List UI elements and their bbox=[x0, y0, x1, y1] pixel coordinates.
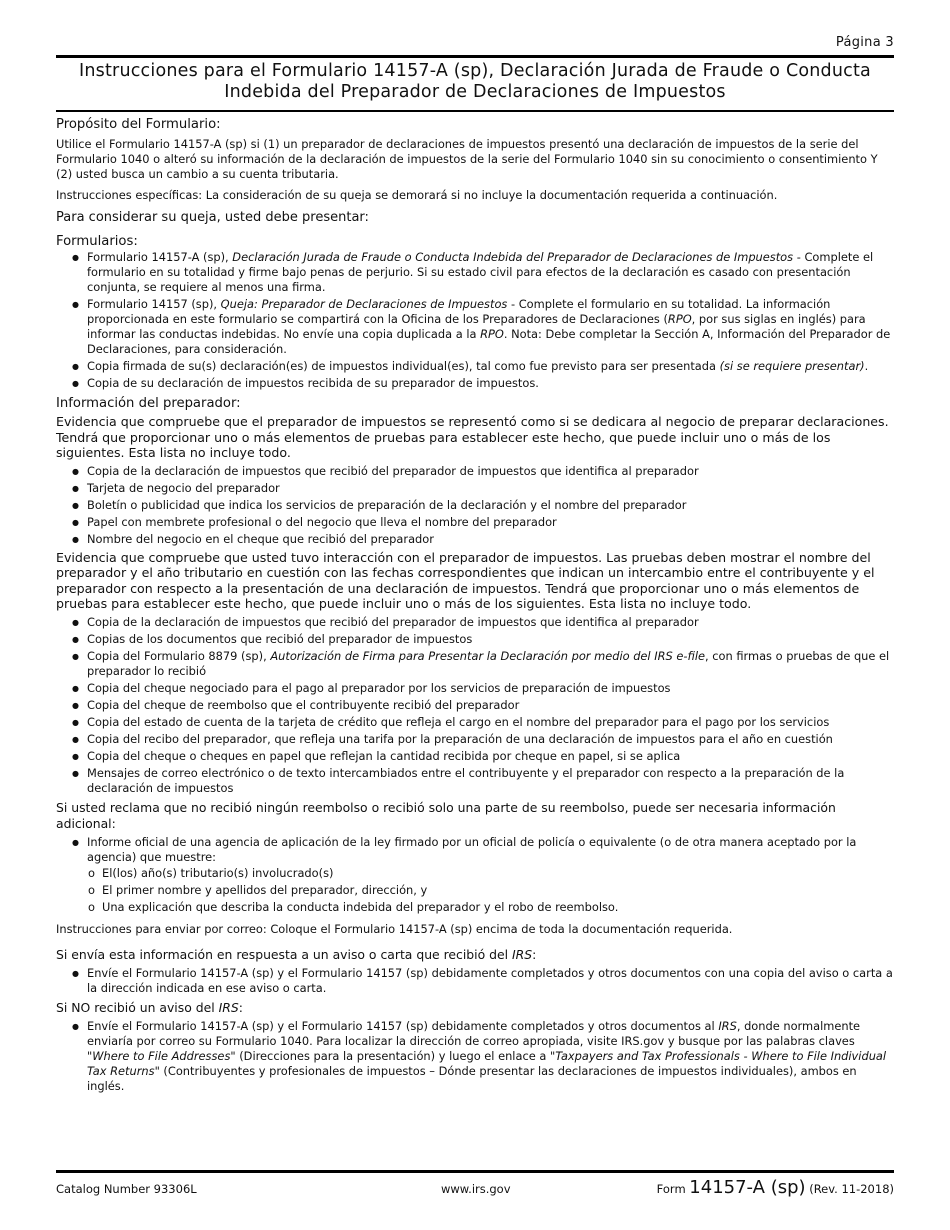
list-item: ● Boletín o publicidad que indica los servicios de preparación de la declaración y el nombre del preparador bbox=[56, 498, 894, 513]
list-item: ● Copia del cheque o cheques en papel que reflejan la cantidad recibida por cheque en papel, si se aplica bbox=[56, 749, 894, 764]
list-item: ● Copia del recibo del preparador, que refleja una tarifa por la preparación de una declaración de impuestos para el año en cuestión bbox=[56, 732, 894, 747]
notice-heading: Si envía esta información en respuesta a un aviso o carta que recibió del IRS: bbox=[56, 946, 537, 962]
evidence-list-2 bbox=[56, 615, 894, 796]
instructions-body bbox=[56, 116, 894, 1096]
footer bbox=[56, 1177, 894, 1200]
no-notice-heading: Si NO recibió un aviso del IRS: bbox=[56, 999, 243, 1015]
footer-rule bbox=[56, 1170, 894, 1173]
list-item: ● Nombre del negocio en el cheque que recibió del preparador bbox=[56, 532, 894, 547]
page-title bbox=[56, 61, 894, 103]
list-item: ● Informe oficial de una agencia de aplicación de la ley firmado por un oficial de policía o equivalente (o de otra manera aceptado por la agencia) que muestre: o El(los) año(s) tributario(s) involucrado(s) o El primer nombre y apellidos del preparador, dirección, y o Una explicación que describa la conducta indebida del preparador y el robo de reembolso. bbox=[56, 835, 894, 915]
form-identifier: Form 14157-A (sp) (Rev. 11-2018) bbox=[656, 1177, 894, 1198]
list-item: ● Copia del Formulario 8879 (sp), Autorización de Firma para Presentar la Declaración por medio del IRS e-file, con firmas o pruebas de que el preparador lo recibió bbox=[56, 649, 894, 679]
list-item: ● Copia del cheque de reembolso que el contribuyente recibió del preparador bbox=[56, 698, 894, 713]
title-line-2: Indebida del Preparador de Declaraciones de Impuestos bbox=[224, 82, 726, 102]
catalog-number: Catalog Number 93306L bbox=[56, 1182, 197, 1196]
purpose-heading: Propósito del Formulario: bbox=[56, 117, 221, 132]
list-item: ● Envíe el Formulario 14157-A (sp) y el Formulario 14157 (sp) debidamente completados y otros documentos al IRS, donde normalmente enviaría por correo su Formulario 1040. Para localizar la dirección de correo apropiada, visite IRS.gov y busque por las palabras claves "Where to File Addresses" (Direcciones para la presentación) y luego el enlace a "Taxpayers and Tax Professionals - Where to File Individual Tax Returns" (Contribuyentes y profesionales de impuestos – Dónde presentar las declaraciones de impuestos individuales), ambos en inglés. bbox=[56, 1019, 894, 1094]
mailing-instructions: Instrucciones para enviar por correo: Coloque el Formulario 14157-A (sp) encima de toda la documentación requerida. bbox=[56, 921, 733, 936]
refund-list bbox=[56, 835, 894, 915]
sub-list-item: o El primer nombre y apellidos del preparador, dirección, y bbox=[87, 883, 894, 898]
list-item: ● Copias de los documentos que recibió del preparador de impuestos bbox=[56, 632, 894, 647]
title-line-1: Instrucciones para el Formulario 14157-A (sp), Declaración Jurada de Fraude o Conducta bbox=[79, 61, 871, 81]
list-item: ● Envíe el Formulario 14157-A (sp) y el Formulario 14157 (sp) debidamente completados y otros documentos con una copia del aviso o carta a la dirección indicada en ese aviso o carta. bbox=[56, 966, 894, 996]
refund-sublist bbox=[87, 866, 894, 915]
list-item: ● Copia de su declaración de impuestos recibida de su preparador de impuestos. bbox=[56, 376, 894, 391]
form-revision: (Rev. 11-2018) bbox=[809, 1182, 894, 1196]
notice-list bbox=[56, 966, 894, 996]
no-notice-list bbox=[56, 1019, 894, 1094]
list-item: ● Copia del cheque negociado para el pago al preparador por los servicios de preparación de impuestos bbox=[56, 681, 894, 696]
specific-instructions: Instrucciones específicas: La consideración de su queja se demorará si no incluye la documentación requerida a continuación. bbox=[56, 188, 778, 202]
evidence-list-1 bbox=[56, 464, 894, 547]
list-item: ● Copia del estado de cuenta de la tarjeta de crédito que refleja el cargo en el nombre del preparador para el pago por los servicios bbox=[56, 715, 894, 730]
forms-heading: Formularios: bbox=[56, 234, 138, 249]
consider-heading: Para considerar su queja, usted debe presentar: bbox=[56, 210, 369, 225]
sub-list-item: o El(los) año(s) tributario(s) involucrado(s) bbox=[87, 866, 894, 881]
preparer-evidence-1: Evidencia que compruebe que el preparador de impuestos se representó como si se dedicara al negocio de preparar declaraciones. Tendrá que proporcionar uno o más elementos de pruebas para establecer este hecho, que puede incluir uno o más de los siguientes. Esta lista no incluye todo. bbox=[56, 414, 889, 460]
list-item: ● Formulario 14157-A (sp), Declaración Jurada de Fraude o Conducta Indebida del Preparador de Declaraciones de Impuestos - Complete el formulario en su totalidad y firme bajo penas de perjurio. Si su estado civil para efectos de la declaración es casado con presentación conjunta, se requiere al menos una firma. bbox=[56, 250, 894, 295]
list-item: ● Papel con membrete profesional o del negocio que lleva el nombre del preparador bbox=[56, 515, 894, 530]
forms-list bbox=[56, 250, 894, 391]
sub-list-item: o Una explicación que describa la conducta indebida del preparador y el robo de reembolso. bbox=[87, 900, 894, 915]
form-number: 14157-A (sp) bbox=[689, 1177, 806, 1198]
header-rule bbox=[56, 55, 894, 58]
list-item: ● Mensajes de correo electrónico o de texto intercambiados entre el contribuyente y el preparador con respecto a la preparación de la declaración de impuestos bbox=[56, 766, 894, 796]
refund-intro: Si usted reclama que no recibió ningún reembolso o recibió solo una parte de su reembolso, puede ser necesaria información adicional: bbox=[56, 799, 836, 831]
title-rule bbox=[56, 110, 894, 112]
preparer-evidence-2: Evidencia que compruebe que usted tuvo interacción con el preparador de impuestos. Las pruebas deben mostrar el nombre del preparador y el año tributario en cuestión con las fechas correspondientes que indican un intercambio entre el contribuyente y el preparador con respecto a la presentación de una declaración de impuestos. Tendrá que proporcionar uno o más elementos de pruebas para establecer este hecho, que puede incluir uno o más de los siguientes. Esta lista no incluye todo. bbox=[56, 549, 875, 611]
list-item: ● Copia de la declaración de impuestos que recibió del preparador de impuestos que identifica al preparador bbox=[56, 464, 894, 479]
purpose-text: Utilice el Formulario 14157-A (sp) si (1) un preparador de declaraciones de impuestos presentó una declaración de impuestos de la serie del Formulario 1040 o alteró su información de la declaración de impuestos de la serie del Formulario 1040 sin su conocimiento o consentimiento Y (2) usted busca un cambio a su cuenta tributaria. bbox=[56, 137, 878, 181]
page-number: Página 3 bbox=[835, 35, 894, 50]
list-item: ● Tarjeta de negocio del preparador bbox=[56, 481, 894, 496]
preparer-heading: Información del preparador: bbox=[56, 396, 241, 411]
list-item: ● Copia de la declaración de impuestos que recibió del preparador de impuestos que identifica al preparador bbox=[56, 615, 894, 630]
list-item: ● Copia firmada de su(s) declaración(es) de impuestos individual(es), tal como fue previsto para ser presentada (si se requiere presentar). bbox=[56, 359, 894, 374]
website-link[interactable]: www.irs.gov bbox=[441, 1182, 511, 1196]
list-item: ● Formulario 14157 (sp), Queja: Preparador de Declaraciones de Impuestos - Complete el formulario en su totalidad. La información proporcionada en este formulario se compartirá con la Oficina de los Preparadores de Declaraciones (RPO, por sus siglas en inglés) para informar las conductas indebidas. No envíe una copia duplicada a la RPO. Nota: Debe completar la Sección A, Información del Preparador de Declaraciones, para consideración. bbox=[56, 297, 894, 357]
